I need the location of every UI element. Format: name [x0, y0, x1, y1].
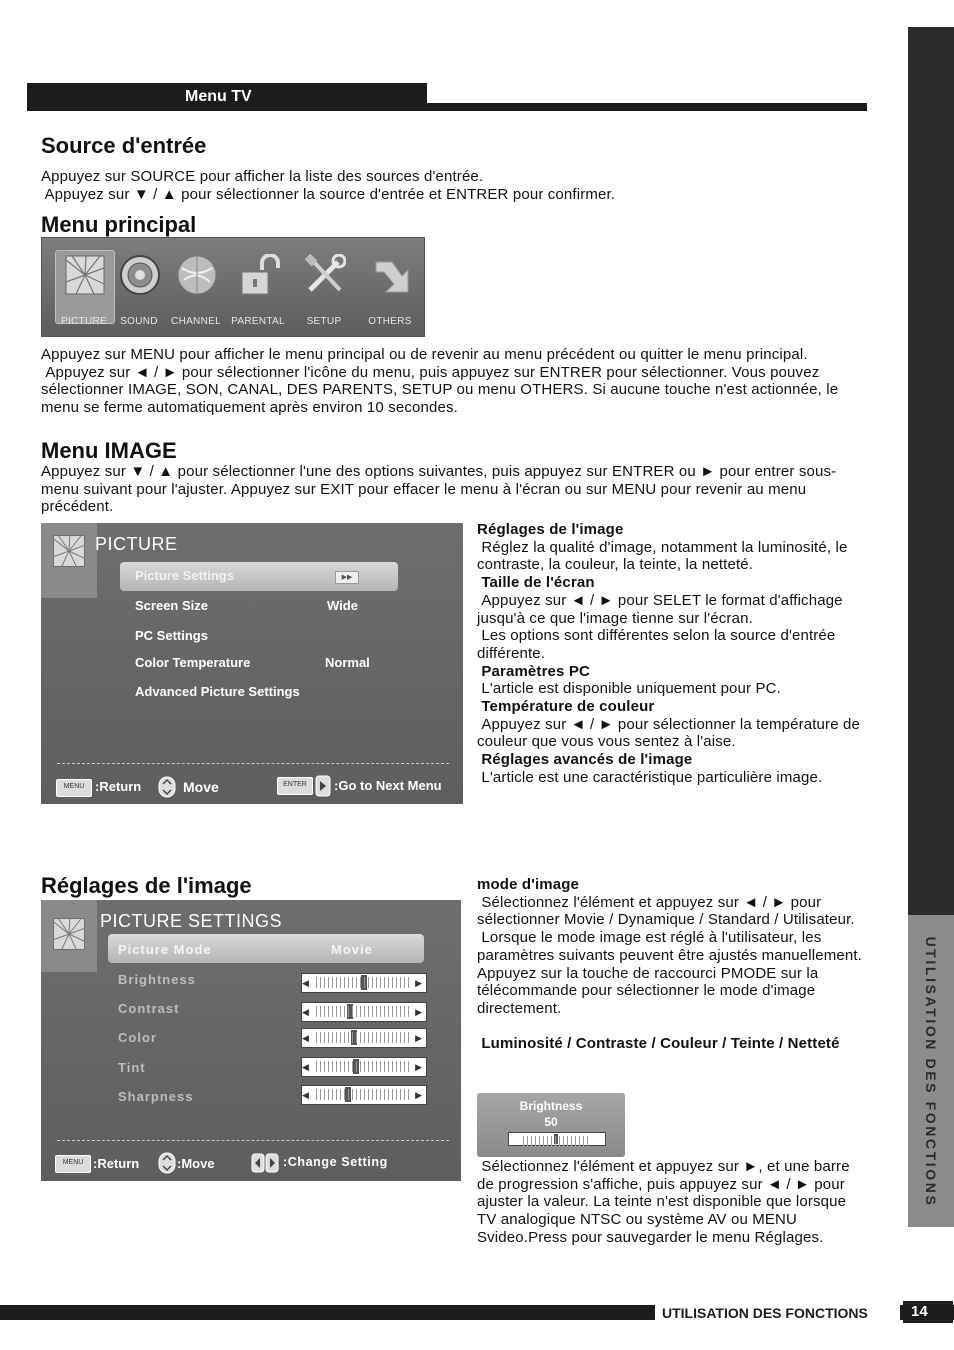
adjust-heading: Luminosité / Contraste / Couleur / Teinte / Netteté	[477, 1035, 840, 1053]
contrast-slider[interactable]: ◀ ▶	[301, 1002, 427, 1022]
osd-return-hint: :Return	[93, 1156, 140, 1171]
desc-heading: Température de couleur	[477, 698, 655, 716]
osd-row-brightness[interactable]: Brightness	[118, 972, 196, 987]
desc-text: Appuyez sur ◄ / ► pour SELET le format d'affichage jusqu'à ce que l'image tienne sur l'écran. Les options sont différentes selon la source d'entrée différente.	[477, 591, 843, 662]
footer-section-label: UTILISATION DES FONCTIONS	[662, 1305, 868, 1321]
main-menu-setup	[294, 248, 354, 328]
speaker-icon	[119, 254, 161, 296]
picture-icon	[52, 914, 86, 954]
spacer	[477, 1018, 869, 1036]
osd-row-color[interactable]: Color	[118, 1030, 157, 1045]
desc-text: Réglez la qualité d'image, notamment la luminosité, le contraste, la couleur, la teinte, la netteté.	[477, 538, 852, 574]
enter-key: ENTER	[277, 777, 313, 795]
page-number: 14	[903, 1301, 953, 1323]
osd-move-hint: :Move	[177, 1156, 215, 1171]
settings-title: Réglages de l'image	[41, 873, 252, 898]
main-menu-label: PICTURE	[61, 316, 107, 327]
main-menu-picture	[54, 248, 114, 328]
padlock-icon	[238, 254, 280, 296]
picture-menu-descriptions	[477, 521, 869, 787]
adjust-description	[477, 1158, 869, 1247]
picture-osd-title: PICTURE	[95, 534, 178, 554]
menu-key: MENU	[55, 1155, 91, 1173]
mode-text-2: Lorsque le mode image est réglé à l'utilisateur, les paramètres suivants peuvent être ajustés manuellement. Appuyez sur la touche de raccourci PMODE sur la télécommande pour sélectionner le mode d'image directement.	[477, 929, 866, 1017]
source-line-1: Appuyez sur SOURCE pour afficher la liste des sources d'entrée.	[41, 168, 484, 185]
source-title: Source d'entrée	[41, 133, 207, 158]
source-line-2: Appuyez sur ▼ / ▲ pour sélectionner la source d'entrée et ENTRER pour confirmer.	[41, 185, 616, 203]
desc-text: L'article est disponible uniquement pour PC.	[477, 680, 781, 698]
osd-divider	[57, 1140, 449, 1141]
side-tab-label: UTILISATION DES FONCTIONS	[923, 936, 939, 1208]
section-header-rule	[427, 103, 867, 111]
main-menu-line-1: Appuyez sur MENU pour afficher le menu principal ou de revenir au menu précédent ou quitter le menu principal.	[41, 346, 808, 363]
tools-icon	[304, 254, 346, 296]
image-menu-title: Menu IMAGE	[41, 438, 177, 463]
sharpness-slider[interactable]: ◀ ▶	[301, 1085, 427, 1105]
osd-change-hint: :Change Setting	[283, 1155, 388, 1169]
osd-divider	[57, 763, 449, 764]
osd-row-tint[interactable]: Tint	[118, 1060, 146, 1075]
osd-row-screen-size[interactable]: Screen Size	[135, 598, 208, 613]
brightness-mini-osd	[477, 1093, 625, 1157]
osd-row-color-temp-value: Normal	[325, 655, 370, 670]
osd-row-pc-settings[interactable]: PC Settings	[135, 628, 208, 643]
menu-key: MENU	[56, 779, 92, 797]
up-down-icon	[158, 1152, 176, 1174]
main-menu-others	[360, 248, 420, 328]
desc-heading: Paramètres PC	[477, 662, 590, 680]
main-menu-label: SETUP	[306, 316, 342, 327]
main-menu-screenshot	[41, 237, 425, 337]
mini-osd-slider[interactable]	[508, 1132, 606, 1146]
osd-row-contrast[interactable]: Contrast	[118, 1001, 180, 1016]
mode-heading: mode d'image	[477, 876, 580, 893]
picture-settings-osd	[41, 900, 461, 1181]
desc-heading: Taille de l'écran	[477, 574, 595, 592]
main-menu-text	[41, 346, 861, 416]
color-slider[interactable]: ◀ ▶	[301, 1028, 427, 1048]
adjust-text: Sélectionnez l'élément et appuyez sur ►, et une barre de progression s'affiche, puis appuyez sur ◄ / ► pour ajuster la valeur. La teinte n'est disponible que lorsque TV analogique NTSC ou système AV ou MENU Svideo.Press pour sauvegarder le menu Réglages.	[477, 1158, 855, 1246]
main-menu-line-2: Appuyez sur ◄ / ► pour sélectionner l'icône du menu, puis appuyez sur ENTRER pour sélectionner. Vous pouvez sélectionner IMAGE, SON, CANAL, DES PARENTS, SETUP ou menu OTHERS. Si aucune touche n'est actionnée, le menu se ferme automatiquement après environ 10 secondes.	[41, 363, 843, 416]
left-right-key-icon	[251, 1153, 279, 1173]
mini-osd-label: Brightness	[519, 1099, 583, 1113]
picture-icon	[64, 254, 106, 296]
right-key-icon	[315, 775, 331, 797]
main-menu-label: PARENTAL	[231, 316, 285, 327]
main-menu-label: CHANNEL	[171, 316, 221, 327]
main-menu-parental	[228, 248, 288, 328]
mode-descriptions	[477, 876, 869, 1053]
desc-heading: Réglages avancés de l'image	[477, 751, 693, 769]
osd-row-advanced[interactable]: Advanced Picture Settings	[135, 684, 300, 699]
osd-row-picture-settings[interactable]: Picture Settings	[135, 568, 234, 583]
tint-slider[interactable]: ◀ ▶	[301, 1057, 427, 1077]
desc-text: L'article est une caractéristique particulière image.	[477, 768, 823, 786]
osd-move-hint: Move	[183, 779, 219, 795]
osd-row-sharpness[interactable]: Sharpness	[118, 1089, 194, 1104]
mode-text-1: Sélectionnez l'élément et appuyez sur ◄ / ► pour sélectionner Movie / Dynamique / Standard / Utilisateur.	[477, 893, 855, 929]
osd-row-picture-mode-value: Movie	[331, 942, 373, 957]
picture-osd	[41, 523, 463, 804]
image-menu-text: Appuyez sur ▼ / ▲ pour sélectionner l'une des options suivantes, puis appuyez sur ENTRER ou ► pour entrer sous-menu suivant pour l'ajuster. Appuyez sur EXIT pour effacer le menu à l'écran ou sur MENU pour revenir au menu précédent.	[41, 463, 837, 516]
up-down-icon	[158, 776, 176, 798]
desc-heading: Réglages de l'image	[477, 521, 624, 538]
main-menu-channel	[166, 248, 226, 328]
picture-settings-osd-title: PICTURE SETTINGS	[100, 911, 283, 931]
satellite-dish-icon	[176, 254, 218, 296]
main-menu-label: OTHERS	[368, 316, 412, 327]
osd-row-screen-size-value: Wide	[327, 598, 358, 613]
mini-osd-value: 50	[544, 1115, 558, 1129]
osd-next-hint: :Go to Next Menu	[334, 778, 442, 793]
main-menu-label: SOUND	[120, 316, 158, 327]
double-arrow-right-icon: ▶▶	[335, 571, 359, 584]
picture-icon	[52, 534, 86, 568]
section-header-label: Menu TV	[185, 88, 252, 105]
brightness-slider[interactable]: ◀ ▶	[301, 973, 427, 993]
osd-row-color-temp[interactable]: Color Temperature	[135, 655, 251, 670]
main-menu-title: Menu principal	[41, 212, 197, 237]
desc-text: Appuyez sur ◄ / ► pour sélectionner la température de couleur que vous vous sentez à l'aise.	[477, 715, 865, 751]
osd-return-hint: :Return	[95, 779, 142, 794]
source-text	[41, 168, 891, 203]
main-menu-sound	[109, 248, 169, 328]
osd-row-picture-mode[interactable]: Picture Mode	[118, 942, 212, 957]
arrow-down-right-icon	[370, 254, 412, 296]
